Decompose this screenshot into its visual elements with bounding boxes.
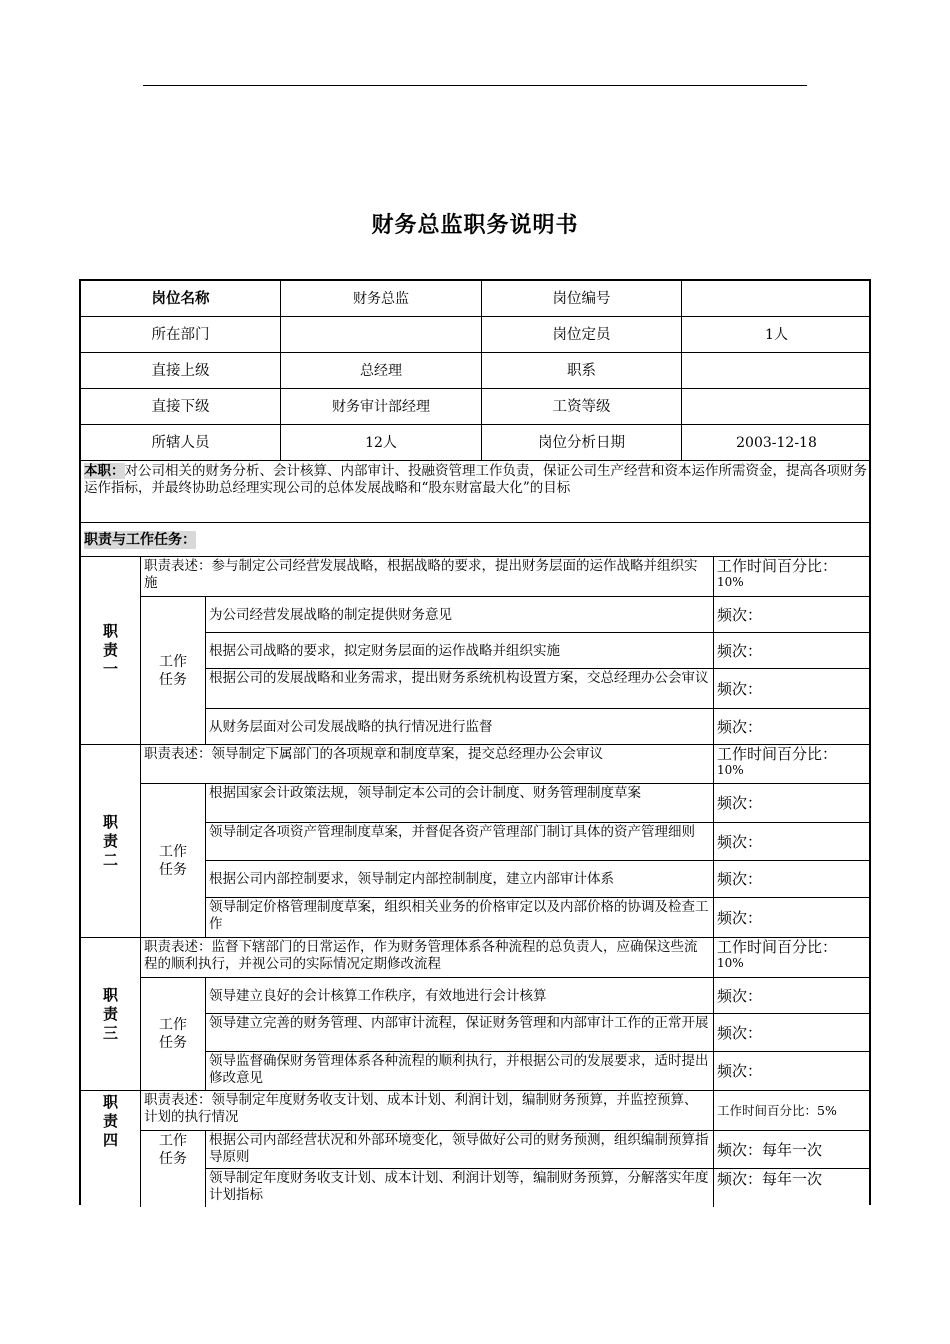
responsibility-1-tasks-label: 工作 任务 <box>141 597 206 745</box>
task-2-1: 根据国家会计政策法规，领导制定本公司的会计制度、财务管理制度草案 <box>206 784 714 823</box>
task-4-2-freq: 频次：每年一次 <box>717 1170 823 1188</box>
responsibility-4-desc: 职责表述：领导制定年度财务收支计划、成本计划、利润计划，编制财务预算，并监控预算、计划的执行情况 <box>141 1091 714 1131</box>
job-description-table <box>79 279 871 1205</box>
position-name-label: 岗位名称 <box>81 281 281 317</box>
responsibility-1-desc: 职责表述：参与制定公司经营发展战略，根据战略的要求，提出财务层面的运作战略并组织实施 <box>141 557 714 597</box>
task-1-2: 根据公司战略的要求，拟定财务层面的运作战略并组织实施 <box>206 633 714 669</box>
responsibilities-header-text: 职责与工作任务： <box>84 531 196 548</box>
task-1-2-freq: 频次： <box>714 633 871 669</box>
pay-grade-label: 工资等级 <box>482 389 682 425</box>
task-1-3: 根据公司的发展战略和业务需求，提出财务系统机构设置方案，交总经理办公会审议 <box>206 669 714 709</box>
task-3-1-freq: 频次： <box>714 978 871 1014</box>
position-name-value: 财务总监 <box>281 281 482 317</box>
department-label: 所在部门 <box>81 317 281 353</box>
task-1-3-freq: 频次： <box>714 669 871 709</box>
responsibility-2-pct: 工作时间百分比： 10% <box>714 745 871 784</box>
task-4-2: 领导制定年度财务收支计划、成本计划、利润计划等，编制财务预算，分解落实年度计划指标 <box>206 1169 714 1207</box>
superior-label: 直接上级 <box>81 353 281 389</box>
responsibility-3-pct: 工作时间百分比： 10% <box>714 938 871 978</box>
responsibility-3-desc: 职责表述：监督下辖部门的日常运作，作为财务管理体系各种流程的总负责人，应确保这些流程的顺利执行，并视公司的实际情况定期修改流程 <box>141 938 714 978</box>
analysis-date-label: 岗位分析日期 <box>482 425 682 461</box>
staff-label: 所辖人员 <box>81 425 281 461</box>
position-code-value <box>682 281 871 317</box>
subordinate-label: 直接下级 <box>81 389 281 425</box>
responsibility-2-tasks-label: 工作 任务 <box>141 784 206 938</box>
task-1-4-freq: 频次： <box>714 709 871 745</box>
responsibility-2-desc: 职责表述：领导制定下属部门的各项规章和制度草案，提交总经理办公会审议 <box>141 745 714 784</box>
task-2-2: 领导制定各项资产管理制度草案，并督促各资产管理部门制订具体的资产管理细则 <box>206 823 714 861</box>
headcount-value: 1人 <box>682 317 871 353</box>
responsibility-1-pct: 工作时间百分比： 10% <box>714 557 871 597</box>
job-family-label: 职系 <box>482 353 682 389</box>
duty-text: 对公司相关的财务分析、会计核算、内部审计、投融资管理工作负责，保证公司生产经营和资本运作所需资金，提高各项财务运作指标，并最终协助总经理实现公司的总体发展战略和“股东财富最大化”的目标 <box>84 463 867 496</box>
task-2-1-freq: 频次： <box>714 784 871 823</box>
responsibilities-header <box>81 523 871 557</box>
responsibility-2-label: 职 责 二 <box>81 745 141 938</box>
task-4-1: 根据公司内部经营状况和外部环境变化，领导做好公司的财务预测，组织编制预算指导原则 <box>206 1131 714 1169</box>
task-4-1-freq: 频次：每年一次 <box>714 1131 871 1169</box>
task-3-2-freq: 频次： <box>714 1014 871 1052</box>
task-1-1-freq: 频次： <box>714 597 871 633</box>
responsibility-4-tasks-label: 工作 任务 <box>141 1131 206 1207</box>
superior-value: 总经理 <box>281 353 482 389</box>
task-3-1: 领导建立良好的会计核算工作秩序，有效地进行会计核算 <box>206 978 714 1014</box>
task-3-3: 领导监督确保财务管理体系各种流程的顺利执行，并根据公司的发展要求，适时提出修改意见 <box>206 1052 714 1091</box>
duty-label: 本职： <box>84 463 125 479</box>
pay-grade-value <box>682 389 871 425</box>
task-1-4: 从财务层面对公司发展战略的执行情况进行监督 <box>206 709 714 745</box>
responsibility-3-label: 职 责 三 <box>81 938 141 1091</box>
task-2-4: 领导制定价格管理制度草案，组织相关业务的价格审定以及内部价格的协调及检查工作 <box>206 898 714 938</box>
analysis-date-value: 2003-12-18 <box>682 425 871 461</box>
responsibility-3-tasks-label: 工作 任务 <box>141 978 206 1091</box>
task-2-3: 根据公司内部控制要求，领导制定内部控制制度，建立内部审计体系 <box>206 861 714 898</box>
department-value <box>281 317 482 353</box>
responsibility-4-pct: 工作时间百分比：5% <box>714 1091 871 1131</box>
task-2-4-freq: 频次： <box>714 898 871 938</box>
duty-summary <box>81 461 871 523</box>
task-2-2-freq: 频次： <box>714 823 871 861</box>
headcount-label: 岗位定员 <box>482 317 682 353</box>
responsibility-1-label: 职 责 一 <box>81 557 141 745</box>
staff-value: 12人 <box>281 425 482 461</box>
task-3-2: 领导建立完善的财务管理、内部审计流程，保证财务管理和内部审计工作的正常开展 <box>206 1014 714 1052</box>
responsibility-4-label: 职 责 四 <box>81 1091 141 1207</box>
task-1-1: 为公司经营发展战略的制定提供财务意见 <box>206 597 714 633</box>
job-family-value <box>682 353 871 389</box>
position-code-label: 岗位编号 <box>482 281 682 317</box>
subordinate-value: 财务审计部经理 <box>281 389 482 425</box>
header-rule <box>143 85 807 86</box>
document-title: 财务总监职务说明书 <box>371 213 579 238</box>
task-2-3-freq: 频次： <box>714 861 871 898</box>
task-3-3-freq: 频次： <box>714 1052 871 1091</box>
